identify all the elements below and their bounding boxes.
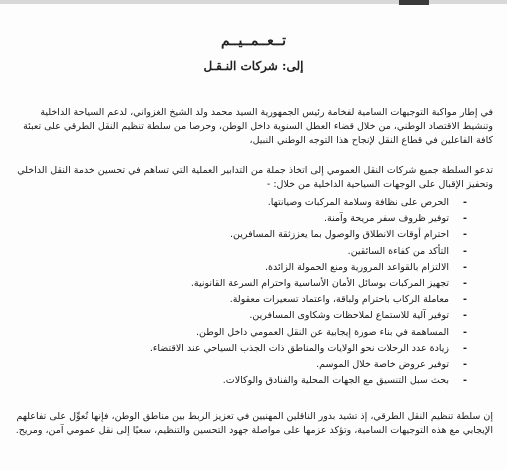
call-paragraph: تدعو السلطة جميع شركات النقل العمومي إلى اتخاذ جملة من التدابير العملية التي تساهم في تحسين خدمة النقل الداخلي وتحفيز الإقبال على الوجهات السياحية الداخلية من خلال: - <box>17 164 493 190</box>
list-item: - احترام أوقات الانطلاق والوصول بما يعززثقة المسافرين. <box>160 227 467 243</box>
document-recipient: إلى: شركات النـقـل <box>203 59 304 73</box>
closing-paragraph: إن سلطة تنظيم النقل الطرقي، إذ تشيد بدور الناقلين المهنيين في تعزيز الربط بين مناطق الوطن، فإنها تُعوِّل على تفاعلهم الإيجابي مع هذه التوجيهات السامية، وتؤكد عزمها على مواصلة جهود التحسين والتنظيم، سعيًا إلى نقل عمومي آمن، ومريح. <box>15 410 493 436</box>
intro-paragraph: في إطار مواكبة التوجيهات السامية لفخامة رئيس الجمهورية السيد محمد ولد الشيخ الغزواني، لدعم السياحة الداخلية وتنشيط الاقتصاد الوطني، من خلال قضاء العطل السنوية داخل الوطن، وحرصا من سلطة تنظيم النقل الطرقي على تعبئة كافة الفاعلين في قطاع النقل لإنجاح هذا التوجه الوطني النبيل، <box>23 106 493 146</box>
list-item: - تجهيز المركبات بوسائل الأمان الأساسية واحترام السرعة القانونية. <box>160 276 467 292</box>
list-item: - الحرص على نظافة وسلامة المركبات وصيانتها. <box>160 195 467 211</box>
list-item: - التأكد من كفاءة السائقين. <box>160 244 467 260</box>
measures-list <box>149 195 467 389</box>
list-item: - معاملة الركاب باحترام ولباقة، واعتماد تسعيرات معقولة. <box>160 292 467 308</box>
list-item: - المساهمة في بناء صورة إيجابية عن النقل العمومي داخل الوطن. <box>160 325 467 341</box>
document-heading: تــعــمــيــم <box>220 33 287 49</box>
list-item: - بحث سبل التنسيق مع الجهات المحلية والفنادق والوكالات. <box>160 373 467 389</box>
list-item: - توفير ظروف سفر مريحة وآمنة. <box>160 211 467 227</box>
list-item: - زيادة عدد الرحلات نحو الولايات والمناطق ذات الجذب السياحي عند الاقتضاء. <box>160 341 467 357</box>
list-item: - توفير آلية للاستماع لملاحظات وشكاوى المسافرين. <box>160 308 467 324</box>
top-divider <box>0 0 507 4</box>
top-mark <box>399 0 429 5</box>
list-item: - الالتزام بالقواعد المرورية ومنع الحمولة الزائدة. <box>160 260 467 276</box>
list-item: - توفير عروض خاصة خلال الموسم. <box>160 357 467 373</box>
